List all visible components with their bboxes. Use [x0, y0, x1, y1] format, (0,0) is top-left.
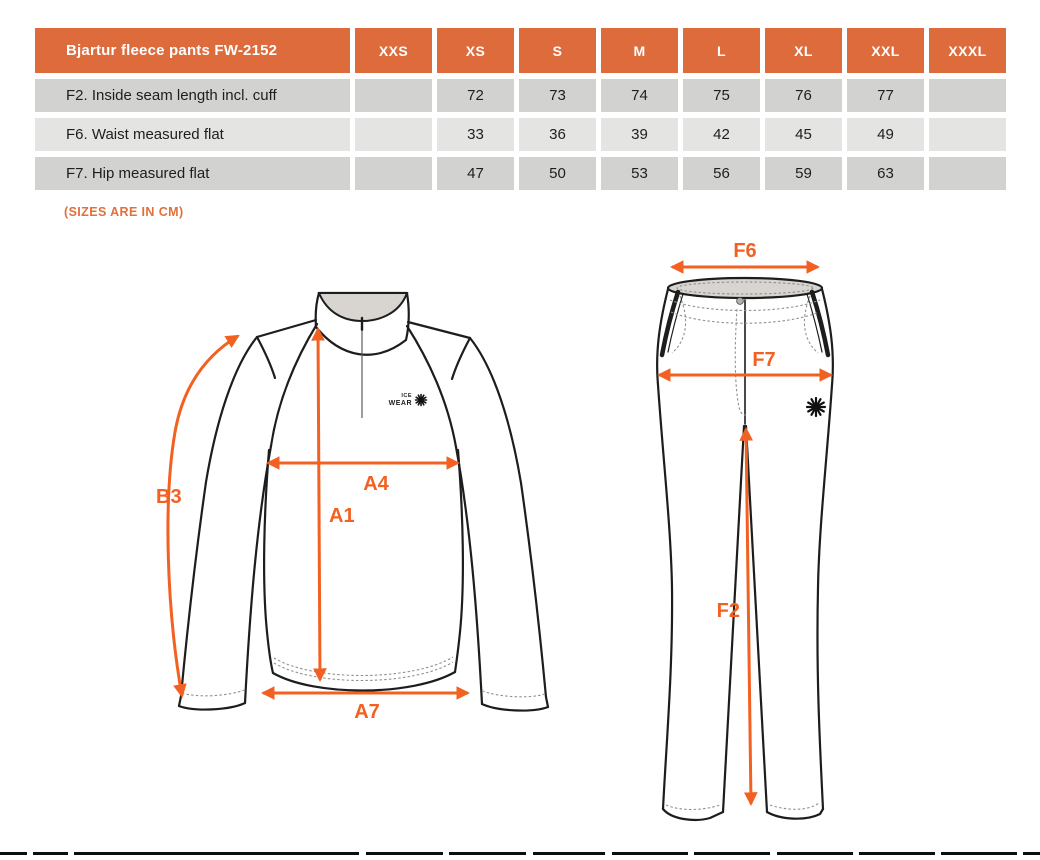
product-title-cell: Bjartur fleece pants FW-2152: [35, 28, 350, 73]
table-edge-segment: [941, 852, 1017, 855]
pants-diagram: [640, 243, 855, 853]
value-cell: 53: [601, 157, 678, 190]
measure-arrow-b3: [168, 336, 238, 696]
value-cell: 50: [519, 157, 596, 190]
measure-label-b3: B3: [156, 486, 182, 508]
value-cell: 74: [601, 79, 678, 112]
value-cell: 39: [601, 118, 678, 151]
value-cell: 56: [683, 157, 760, 190]
value-cell: 59: [765, 157, 842, 190]
value-cell: [355, 79, 432, 112]
table-edge-segment: [74, 852, 359, 855]
table-edge-segment: [0, 852, 27, 855]
table-edge-segment: [33, 852, 68, 855]
value-cell: [355, 118, 432, 151]
value-cell: 76: [765, 79, 842, 112]
shirt-measure-arrows: [168, 329, 468, 696]
snowflake-icon: [416, 395, 427, 406]
value-cell: [929, 79, 1006, 112]
size-header-l: L: [683, 28, 760, 73]
table-edge-segment: [1023, 852, 1040, 855]
row-label-f2: F2. Inside seam length incl. cuff: [35, 79, 350, 112]
measure-label-f2: F2: [716, 600, 740, 622]
table-edge-segment: [612, 852, 688, 855]
waist-button: [737, 298, 744, 305]
value-cell: 47: [437, 157, 514, 190]
svg-text:WEAR: WEAR: [388, 400, 412, 407]
measure-label-a1: A1: [329, 505, 355, 527]
row-label-f6: F6. Waist measured flat: [35, 118, 350, 151]
size-header-xxl: XXL: [847, 28, 924, 73]
value-cell: 77: [847, 79, 924, 112]
table-edge-segment: [694, 852, 770, 855]
size-header-xs: XS: [437, 28, 514, 73]
value-cell: 45: [765, 118, 842, 151]
svg-text:ICE: ICE: [401, 393, 412, 399]
size-header-xl: XL: [765, 28, 842, 73]
snowflake-icon: [807, 398, 825, 416]
measure-label-f6: F6: [733, 243, 757, 262]
pants-waist-opening: [668, 278, 822, 298]
table-edge-segment: [777, 852, 853, 855]
shirt-diagram: [145, 272, 565, 747]
size-header-s: S: [519, 28, 596, 73]
pants-outline: [657, 289, 833, 820]
size-header-xxxl: XXXL: [929, 28, 1006, 73]
row-label-f7: F7. Hip measured flat: [35, 157, 350, 190]
value-cell: 36: [519, 118, 596, 151]
shirt-outline: [179, 320, 548, 711]
value-cell: 75: [683, 79, 760, 112]
table-edge-segment: [449, 852, 526, 855]
value-cell: 73: [519, 79, 596, 112]
pants-stitching: [666, 296, 820, 810]
value-cell: 42: [683, 118, 760, 151]
value-cell: [929, 157, 1006, 190]
size-table: [35, 28, 1006, 190]
measure-arrow-a1: [318, 329, 320, 680]
size-header-m: M: [601, 28, 678, 73]
value-cell: 63: [847, 157, 924, 190]
value-cell: 49: [847, 118, 924, 151]
value-cell: 33: [437, 118, 514, 151]
measure-label-a7: A7: [354, 701, 380, 723]
value-cell: 72: [437, 79, 514, 112]
table-edge-segment: [859, 852, 935, 855]
value-cell: [355, 157, 432, 190]
icewear-logo: [389, 393, 427, 407]
table-edge-segment: [366, 852, 443, 855]
value-cell: [929, 118, 1006, 151]
measure-label-a4: A4: [363, 473, 389, 495]
measure-label-f7: F7: [752, 349, 776, 371]
units-note: (SIZES ARE IN CM): [64, 205, 184, 219]
size-header-xxs: XXS: [355, 28, 432, 73]
table-edge-segment: [533, 852, 605, 855]
